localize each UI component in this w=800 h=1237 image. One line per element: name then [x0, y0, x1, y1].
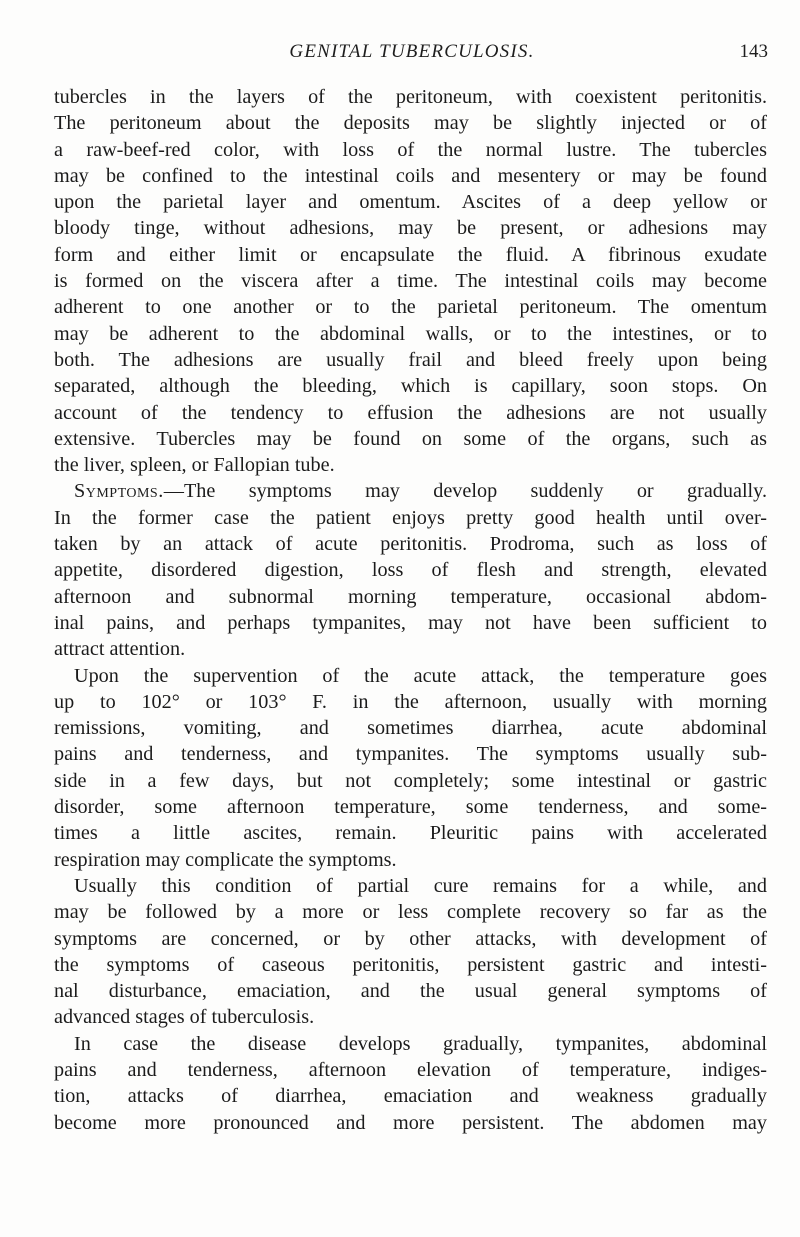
- text-line: up to 102° or 103° F. in the afternoon, usually with morning: [54, 690, 767, 713]
- text-line: a raw-beef-red color, with loss of the normal lustre. The tubercles: [54, 138, 767, 161]
- running-head: [56, 38, 768, 66]
- text-line: appetite, disordered digestion, loss of flesh and strength, elevated: [54, 559, 767, 582]
- text-line: symptoms are concerned, or by other attacks, with development of: [54, 927, 767, 950]
- text-line: Upon the supervention of the acute attack, the temperature goes: [74, 664, 767, 687]
- text-line: tubercles in the layers of the peritoneum, with coexistent peritonitis.: [54, 86, 767, 108]
- text-line: may be confined to the intestinal coils and mesentery or may be found: [54, 164, 767, 187]
- text-line: disorder, some afternoon temperature, some tenderness, and some-: [54, 796, 767, 819]
- text-line: extensive. Tubercles may be found on some of the organs, such as: [54, 427, 767, 450]
- text-line-rest: —The symptoms may develop suddenly or gradually.: [163, 480, 767, 503]
- text-line: In case the disease develops gradually, tympanites, abdominal: [74, 1032, 767, 1055]
- text-line: nal disturbance, emaciation, and the usual general symptoms of: [54, 980, 767, 1003]
- paragraph-1: [54, 84, 767, 478]
- text-line: pains and tenderness, afternoon elevation of temperature, indiges-: [54, 1058, 767, 1081]
- text-line: times a little ascites, remain. Pleuritic pains with accelerated: [54, 822, 767, 845]
- text-line: The peritoneum about the deposits may be slightly injected or of: [54, 112, 767, 135]
- text-line: inal pains, and perhaps tympanites, may not have been sufficient to: [54, 611, 767, 634]
- text-line: adherent to one another or to the parietal peritoneum. The omentum: [54, 296, 767, 319]
- text-line: afternoon and subnormal morning temperature, occasional abdom-: [54, 585, 767, 608]
- text-line: [54, 478, 767, 504]
- paragraph-3: [54, 663, 767, 873]
- body-text: [54, 84, 767, 1136]
- paragraph-4: [54, 873, 767, 1031]
- paragraph-5: [54, 1031, 767, 1136]
- running-title: GENITAL TUBERCULOSIS.: [289, 41, 535, 62]
- text-line: become more pronounced and more persistent. The abdomen may: [54, 1111, 767, 1134]
- text-line: advanced stages of tuberculosis.: [54, 1006, 315, 1029]
- text-line: may be adherent to the abdominal walls, or to the intestines, or to: [54, 322, 767, 345]
- text-line: upon the parietal layer and omentum. Ascites of a deep yellow or: [54, 191, 767, 214]
- text-line: account of the tendency to effusion the adhesions are not usually: [54, 401, 767, 424]
- text-line: side in a few days, but not completely; some intestinal or gastric: [54, 769, 767, 792]
- text-line: is formed on the viscera after a time. The intestinal coils may become: [54, 270, 767, 293]
- text-line: tion, attacks of diarrhea, emaciation and weakness gradually: [54, 1085, 767, 1108]
- text-line: taken by an attack of acute peritonitis. Prodroma, such as loss of: [54, 533, 767, 556]
- section-heading-symptoms: Symptoms.: [74, 480, 164, 503]
- text-line: respiration may complicate the symptoms.: [54, 848, 397, 871]
- paragraph-symptoms: [54, 478, 767, 662]
- text-line: In the former case the patient enjoys pretty good health until over-: [54, 506, 767, 529]
- text-line: separated, although the bleeding, which is capillary, soon stops. On: [54, 375, 767, 398]
- text-line: form and either limit or encapsulate the fluid. A fibrinous exudate: [54, 243, 767, 266]
- text-line: the liver, spleen, or Fallopian tube.: [54, 454, 335, 477]
- text-line: may be followed by a more or less complete recovery so far as the: [54, 901, 767, 924]
- text-line: attract attention.: [54, 638, 186, 661]
- text-line: remissions, vomiting, and sometimes diarrhea, acute abdominal: [54, 717, 767, 740]
- text-line: the symptoms of caseous peritonitis, persistent gastric and intesti-: [54, 953, 767, 976]
- text-line: both. The adhesions are usually frail and bleed freely upon being: [54, 348, 767, 371]
- page-number: 143: [739, 41, 768, 62]
- text-line: pains and tenderness, and tympanites. The symptoms usually sub-: [54, 743, 767, 766]
- text-line: Usually this condition of partial cure remains for a while, and: [74, 874, 767, 897]
- text-line: bloody tinge, without adhesions, may be present, or adhesions may: [54, 217, 767, 240]
